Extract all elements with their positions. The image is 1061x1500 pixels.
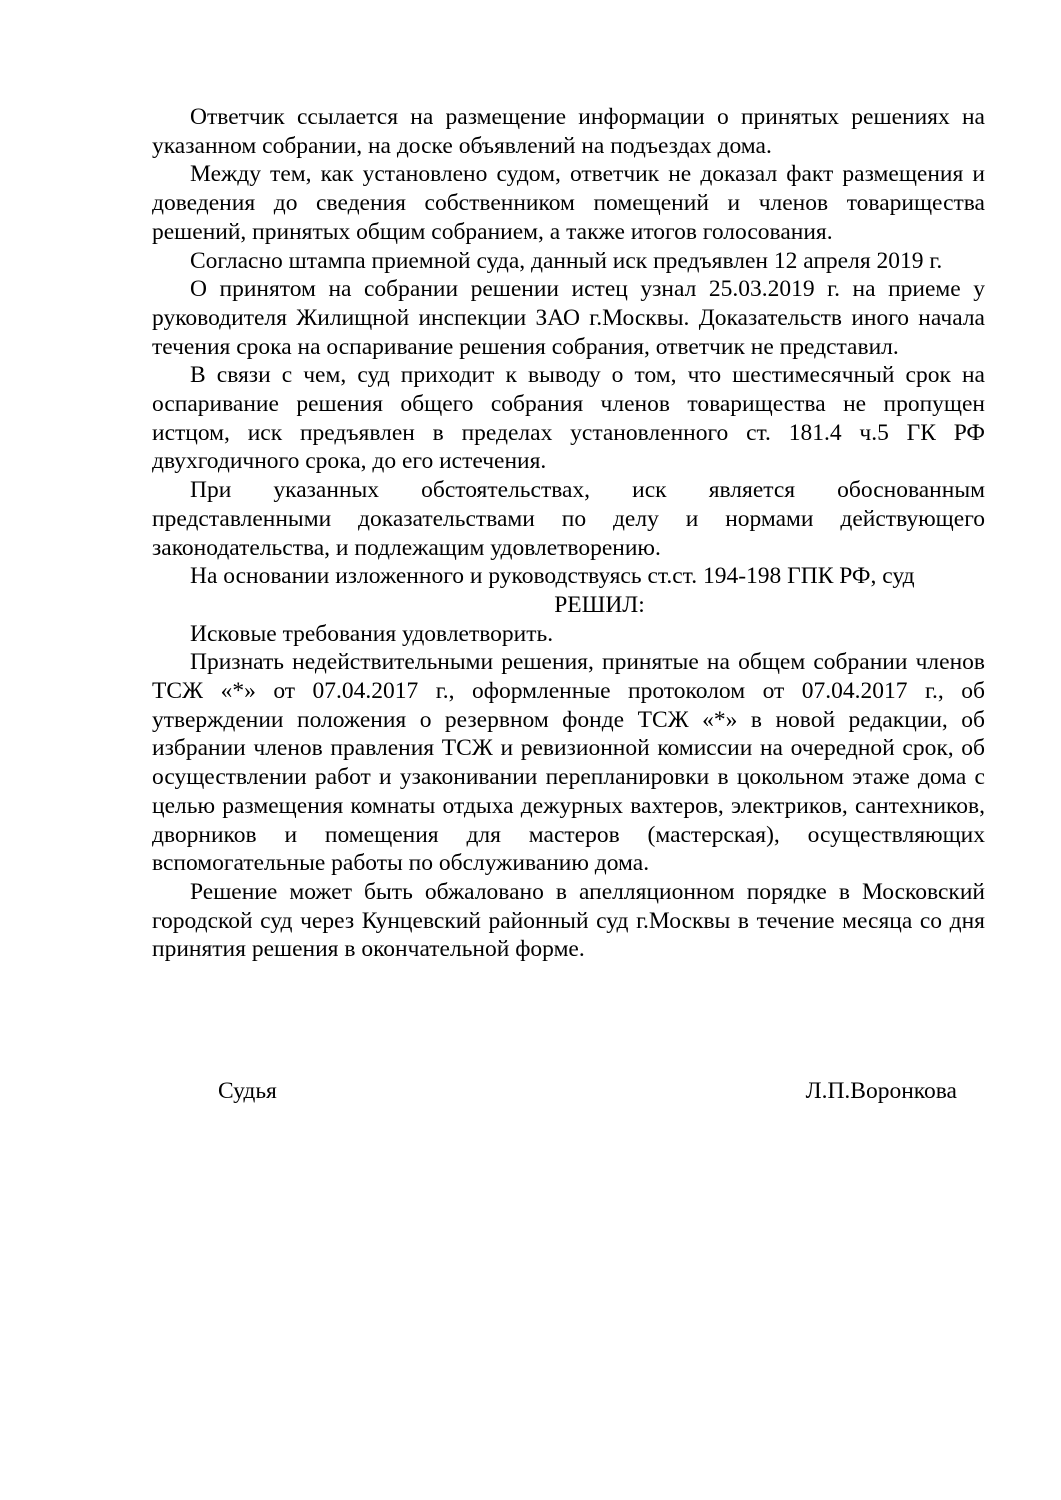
signature-role: Судья	[218, 1078, 277, 1104]
paragraph-satisfy-claims: Исковые требования удовлетворить.	[190, 620, 554, 647]
paragraph-not-proven: Между тем, как установлено судом, ответчик не доказал факт размещения и доведения до сведения собственником помещений и членов товарищества решений, принятых общим собранием, а также итогов голосования.	[152, 161, 985, 245]
paragraph-appeal-notice: Решение может быть обжаловано в апелляционном порядке в Московский городской суд через Кунцевский районный суд г.Москвы в течение месяца со дня принятия решения в окончательной форме.	[152, 878, 985, 963]
signature-name: Л.П.Воронкова	[805, 1078, 957, 1104]
paragraph-notice-placement: Ответчик ссылается на размещение информации о принятых решениях на указанном собрании, на доске объявлений на подъездах дома.	[152, 104, 985, 159]
document-body	[152, 103, 985, 964]
paragraph-deadline-conclusion: В связи с чем, суд приходит к выводу о том, что шестимесячный срок на оспаривание решения общего собрания членов товарищества не пропущен истцом, иск предъявлен в пределах установленного ст. 181.4 ч.5 ГК РФ двухгодичного срока, до его истечения.	[152, 362, 985, 475]
paragraph-legal-basis: На основании изложенного и руководствуясь ст.ст. 194-198 ГПК РФ, суд	[190, 563, 915, 590]
paragraph-claim-justified: При указанных обстоятельствах, иск является обоснованным представленными доказательствами по делу и нормами действующего законодательства, и подлежащим удовлетворению.	[152, 477, 985, 561]
decision-heading: РЕШИЛ:	[554, 591, 645, 618]
paragraph-filing-date: Согласно штампа приемной суда, данный иск предъявлен 12 апреля 2019 г.	[190, 247, 943, 274]
paragraph-invalidate-decisions: Признать недействительными решения, принятые на общем собрании членов ТСЖ «*» от 07.04.2017 г., оформленные протоколом от 07.04.2017 г., об утверждении положения о резервном фонде ТСЖ «*» в новой редакции, об избрании членов правления ТСЖ и ревизионной комиссии на очередной срок, об осуществлении работ и узаконивании перепланировки в цокольном этаже дома с целью размещения комнаты отдыха дежурных вахтеров, электриков, сантехников, дворников и помещения для мастеров (мастерская), осуществляющих вспомогательные работы по обслуживанию дома.	[152, 649, 985, 877]
signature-block	[0, 1077, 1061, 1107]
paragraph-learned-date: О принятом на собрании решении истец узнал 25.03.2019 г. на приеме у руководителя Жилищной инспекции ЗАО г.Москвы. Доказательств иного начала течения срока на оспаривание решения собрания, ответчик не представил.	[152, 276, 985, 360]
